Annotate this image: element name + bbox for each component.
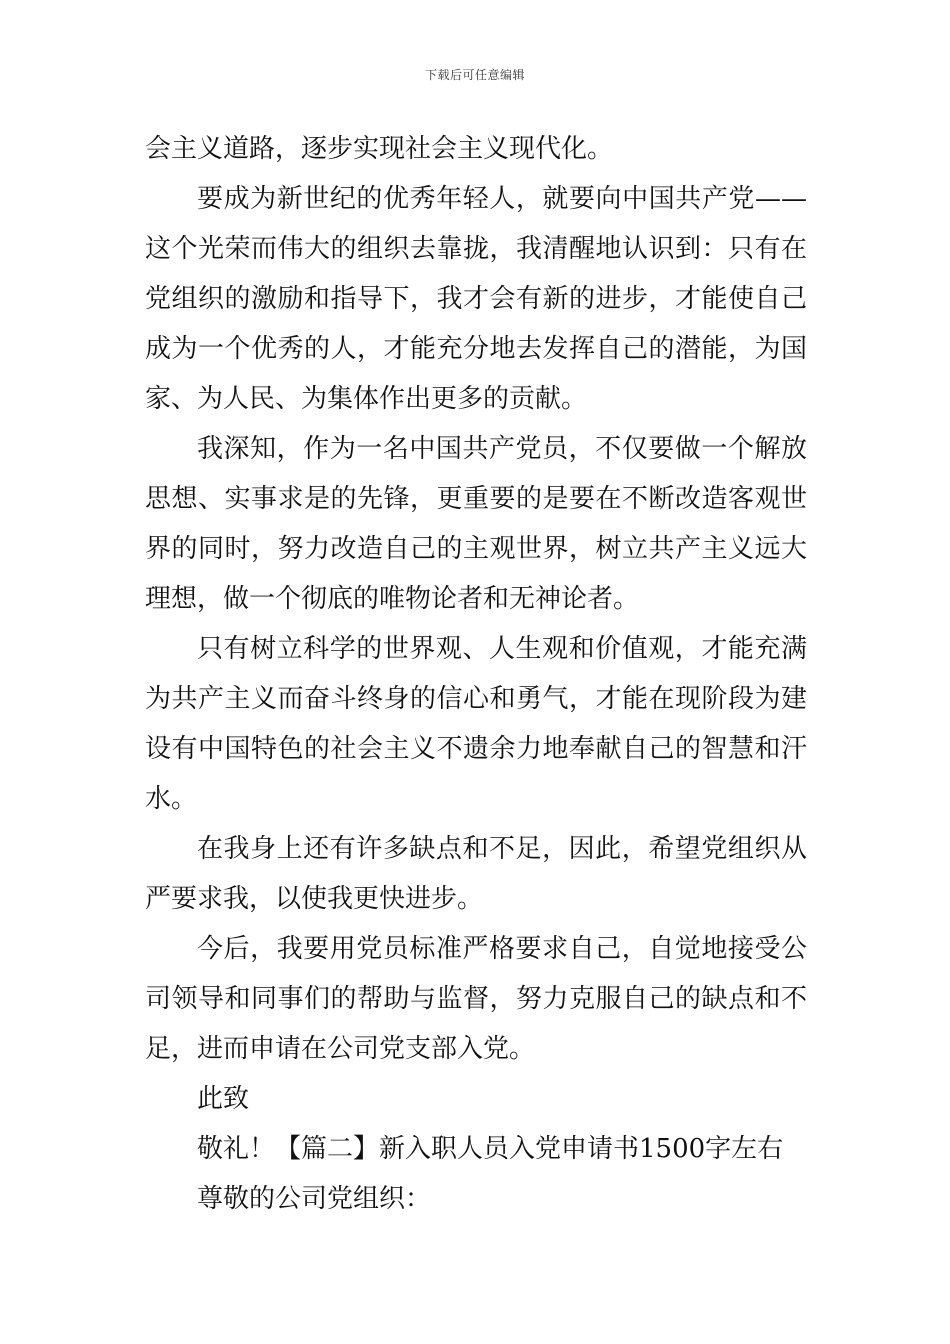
paragraph-party-member-duty: 我深知，作为一名中国共产党员，不仅要做一个解放思想、实事求是的先锋，更重要的是要在不断改造客观世界的同时，努力改造自己的主观世界，树立共产主义远大理想，做一个彻底的唯物论者和无神论者。 [145,434,807,614]
page-header: 下载后可任意编辑 [424,68,525,82]
document-body [145,124,807,1224]
closing-salutation: 此致 [197,1084,250,1114]
closing-regards-and-section-title: 敬礼！【篇二】新入职人员入党申请书1500字左右 [197,1134,784,1164]
paragraph-future-commitment: 今后，我要用党员标准严格要求自己，自觉地接受公司领导和同事们的帮助与监督，努力克服自己的缺点和不足，进而申请在公司党支部入党。 [145,934,807,1064]
paragraph-continuation: 会主义道路，逐步实现社会主义现代化。 [145,134,614,164]
paragraph-shortcomings: 在我身上还有许多缺点和不足，因此，希望党组织从严要求我，以使我更快进步。 [145,834,807,914]
paragraph-worldview: 只有树立科学的世界观、人生观和价值观，才能充满为共产主义而奋斗终身的信心和勇气，才能在现阶段为建设有中国特色的社会主义不遗余力地奉献自己的智慧和汗水。 [145,634,807,814]
letter-greeting: 尊敬的公司党组织： [197,1184,432,1214]
paragraph-aspiration: 要成为新世纪的优秀年轻人，就要向中国共产党——这个光荣而伟大的组织去靠拢，我清醒地认识到：只有在党组织的激励和指导下，我才会有新的进步，才能使自己成为一个优秀的人，才能充分地去发挥自己的潜能，为国家、为人民、为集体作出更多的贡献。 [145,184,807,414]
